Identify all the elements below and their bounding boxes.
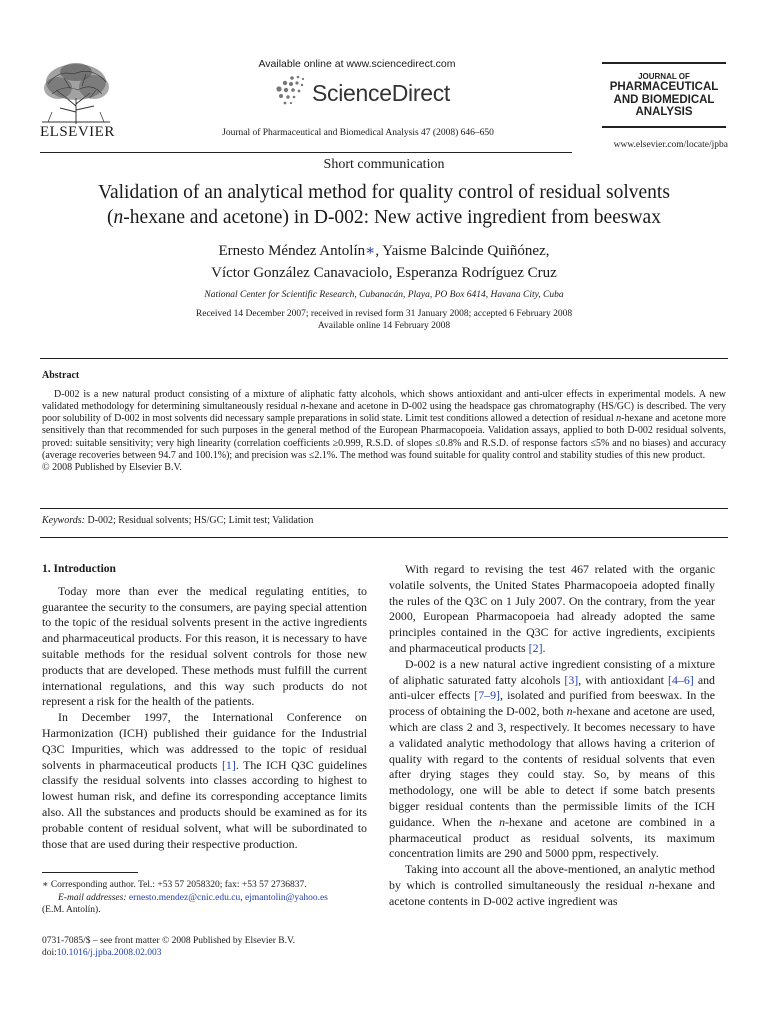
authors-line-2: Víctor González Canavaciolo, Esperanza Rodríguez Cruz [211, 265, 557, 281]
available-online-date: Available online 14 February 2008 [317, 321, 451, 331]
journal-title-box [602, 62, 726, 128]
elsevier-tree-logo [34, 60, 118, 126]
title-line-1: Validation of an analytical method for quality control of residual solvents [98, 182, 670, 203]
journal-box-line3: AND BIOMEDICAL [613, 93, 715, 106]
paragraph-text: . [542, 640, 546, 655]
email-link-2[interactable]: ejmantolin@yahoo.es [245, 893, 328, 903]
article-category: Short communication [323, 157, 445, 172]
header-rule [40, 152, 572, 153]
paragraph-text: In December 1997, the International Conference on Harmonization (ICH) published their guidance for the Industrial Q3C Impurities, which was addressed to the topic of residual solvents in pharmaceutical products [42, 710, 367, 772]
keywords [42, 515, 726, 526]
email-footnote [42, 892, 372, 905]
abstract-part: -hexane and acetone more sensitively than that recommended for such purposes in the general method of the European Pharmacopoeia. Validation assays, applied to both D-002 residual solvents, proved: suitable sensitivity; very high linearity (correlation coefficients ≥0.999, R.S.D. of slopes ≤0.8% and R.S.D. of response factors ≤5% and no biases) and accuracy (average recoveries between 94.7 and 100.1%); and precision was ≤2.1%. The method was found suitable for quality control and stability studies of this new product. [42, 413, 727, 461]
paragraph-text: -hexane and acetone are used, which are class 2 and 3, respectively. It becomes necessary to have a validated analytic methodology that allows having a criterion of quality with regard to the contents of residual solvents that even after drying stages they could stay. So, by means of this methodology, one will be able to detect if some batch presents bigger residual contents than the permissible limits of the ICH guidance. When the [389, 704, 715, 829]
intro-paragraph-1: Today more than ever the medical regulating entities, to guarantee the security to the consumers, are paying special attention to the topic of the residual solvents present in the active ingredients and pharmaceutical products. For this reason, it is necessary to have suitable methods for the residual solvent controls for those new products that are developed. These methods must fulfill the current international regulations, and this way such products do not represent a risk for the health of the patients. [42, 583, 367, 709]
paragraph-text: -hexane and acetone are combined in a pharmaceutical product as residual solvents, its maximum concentration limits are 290 and 5000 ppm, respectively. [389, 814, 716, 861]
doi-label: doi: [42, 948, 57, 958]
reference-link[interactable]: [4–6] [668, 672, 694, 687]
authors-line-1 [40, 240, 728, 262]
title-paren: ( [107, 207, 114, 228]
paragraph-text: . The ICH Q3C guidelines classify the residual solvents into classes according to highest to lowest human risk, and define its corresponding acceptance limits also. All the substances and products should be examined as for its probable content of residual solvent, what will be subordinated to those that are used during their respective production. [42, 757, 368, 851]
author-names: , Yaisme Balcinde Quiñónez, [375, 243, 550, 259]
sciencedirect-dots-logo [272, 74, 312, 106]
right-column [389, 562, 715, 910]
paragraph-text: , with antioxidant [578, 672, 669, 687]
title-line-2-rest: -hexane and acetone) in D-002: New active ingredient from beeswax [123, 207, 661, 228]
italic-n: n [300, 401, 306, 413]
abstract-part: D-002 is a new natural product consisting of a mixture of aliphatic fatty alcohols, which shows antioxidant and anti-ulcer effects in experimental models. A new validated methodology for determining simultaneously residual [42, 389, 726, 413]
abstract-heading: Abstract [42, 370, 80, 381]
reference-link[interactable]: [1] [221, 757, 236, 772]
paragraph-text: D-002 is a new natural active ingredient consisting of a mixture of aliphatic saturated fatty alcohols [389, 656, 715, 687]
reference-link[interactable]: [2] [528, 640, 543, 655]
intro-paragraph-2 [42, 710, 367, 852]
keywords-bottom-rule [40, 537, 728, 538]
italic-n: n [616, 413, 622, 425]
title-italic-n: n [113, 207, 124, 228]
paragraph-text: , isolated and purified from beeswax. In the process of obtaining the D-002, both [389, 688, 716, 719]
footnote-rule [42, 872, 138, 873]
paragraph-text: -hexane and acetone contents in D-002 active ingredient was [389, 877, 715, 908]
journal-url-link[interactable]: www.elsevier.com/locate/jpba [613, 140, 728, 150]
keywords-list: D-002; Residual solvents; HS/GC; Limit test; Validation [84, 515, 314, 526]
italic-n: n [648, 877, 655, 892]
email-label: E-mail addresses: [58, 893, 127, 903]
left-column [42, 562, 367, 852]
sciencedirect-wordmark: ScienceDirect [312, 80, 450, 106]
author-name: Ernesto Méndez Antolín [218, 243, 366, 259]
publisher-name: ELSEVIER [40, 124, 115, 140]
italic-n: n [566, 704, 573, 719]
front-matter: 0731-7085/$ – see front matter © 2008 Published by Elsevier B.V. [42, 936, 295, 946]
email-link-1[interactable]: ernesto.mendez@cnic.edu.cu [128, 893, 241, 903]
section-heading-introduction: 1. Introduction [42, 563, 116, 575]
right-paragraph-3 [389, 862, 715, 909]
abstract-text [42, 389, 726, 474]
paragraph-text: and anti-ulcer effects [389, 672, 715, 703]
right-paragraph-2 [389, 657, 715, 862]
doi [42, 948, 372, 958]
received-dates: Received 14 December 2007; received in revised form 31 January 2008; accepted 6 February 2008 [195, 309, 573, 319]
doi-link[interactable]: 10.1016/j.jpba.2008.02.003 [56, 948, 162, 958]
right-paragraph-1 [389, 562, 715, 657]
corresponding-author-footnote: ∗ Corresponding author. Tel.: +53 57 2058320; fax: +53 57 2736837. [42, 880, 307, 890]
author-initials: (E.M. Antolín). [42, 905, 101, 915]
keywords-top-rule [40, 508, 728, 509]
reference-link[interactable]: [3] [564, 672, 579, 687]
italic-n: n [499, 814, 506, 829]
corresponding-author-marker[interactable]: ∗ [365, 243, 376, 259]
journal-box-line4: ANALYSIS [635, 106, 693, 118]
paragraph-text: Taking into account all the above-mentioned, an analytic method by which is controlled simultaneously the residual [389, 862, 715, 892]
abstract-part: -hexane and acetone in D-002 using the headspace gas chromatography (HS/GC) is described. The very poor solubility of D-002 in most solvents did necessary sample preparations in solid state. Limit test conditions allowed a detection of residual [42, 401, 726, 425]
keywords-label: Keywords: [42, 515, 85, 526]
journal-citation: Journal of Pharmaceutical and Biomedical Analysis 47 (2008) 646–650 [222, 128, 494, 138]
abstract-copyright: © 2008 Published by Elsevier B.V. [42, 461, 182, 473]
article-dates [40, 308, 728, 332]
title-line-2 [40, 205, 728, 230]
journal-box-line2: PHARMACEUTICAL [609, 81, 719, 93]
available-online-text: Available online at www.sciencedirect.com [258, 58, 456, 70]
email-separator: , [240, 893, 245, 903]
abstract-top-rule [40, 358, 728, 359]
paragraph-text: With regard to revising the test 467 related with the organic volatile solvents, the United States Pharmacopoeia adopted finally the rules of the Q3C on 1 July 2007. On the contrary, from the year 2000, European Pharmacopoeia had already adopted the same principles contained in the Q3C for active ingredients, excipients and pharmaceutical products [389, 562, 715, 655]
article-title [40, 180, 728, 230]
affiliation: National Center for Scientific Research, Cubanacán, Playa, PO Box 6414, Havana City, Cuba [204, 290, 564, 300]
reference-link[interactable]: [7–9] [474, 688, 501, 703]
journal-box-line1: JOURNAL OF [638, 72, 690, 81]
author-list [40, 240, 728, 284]
